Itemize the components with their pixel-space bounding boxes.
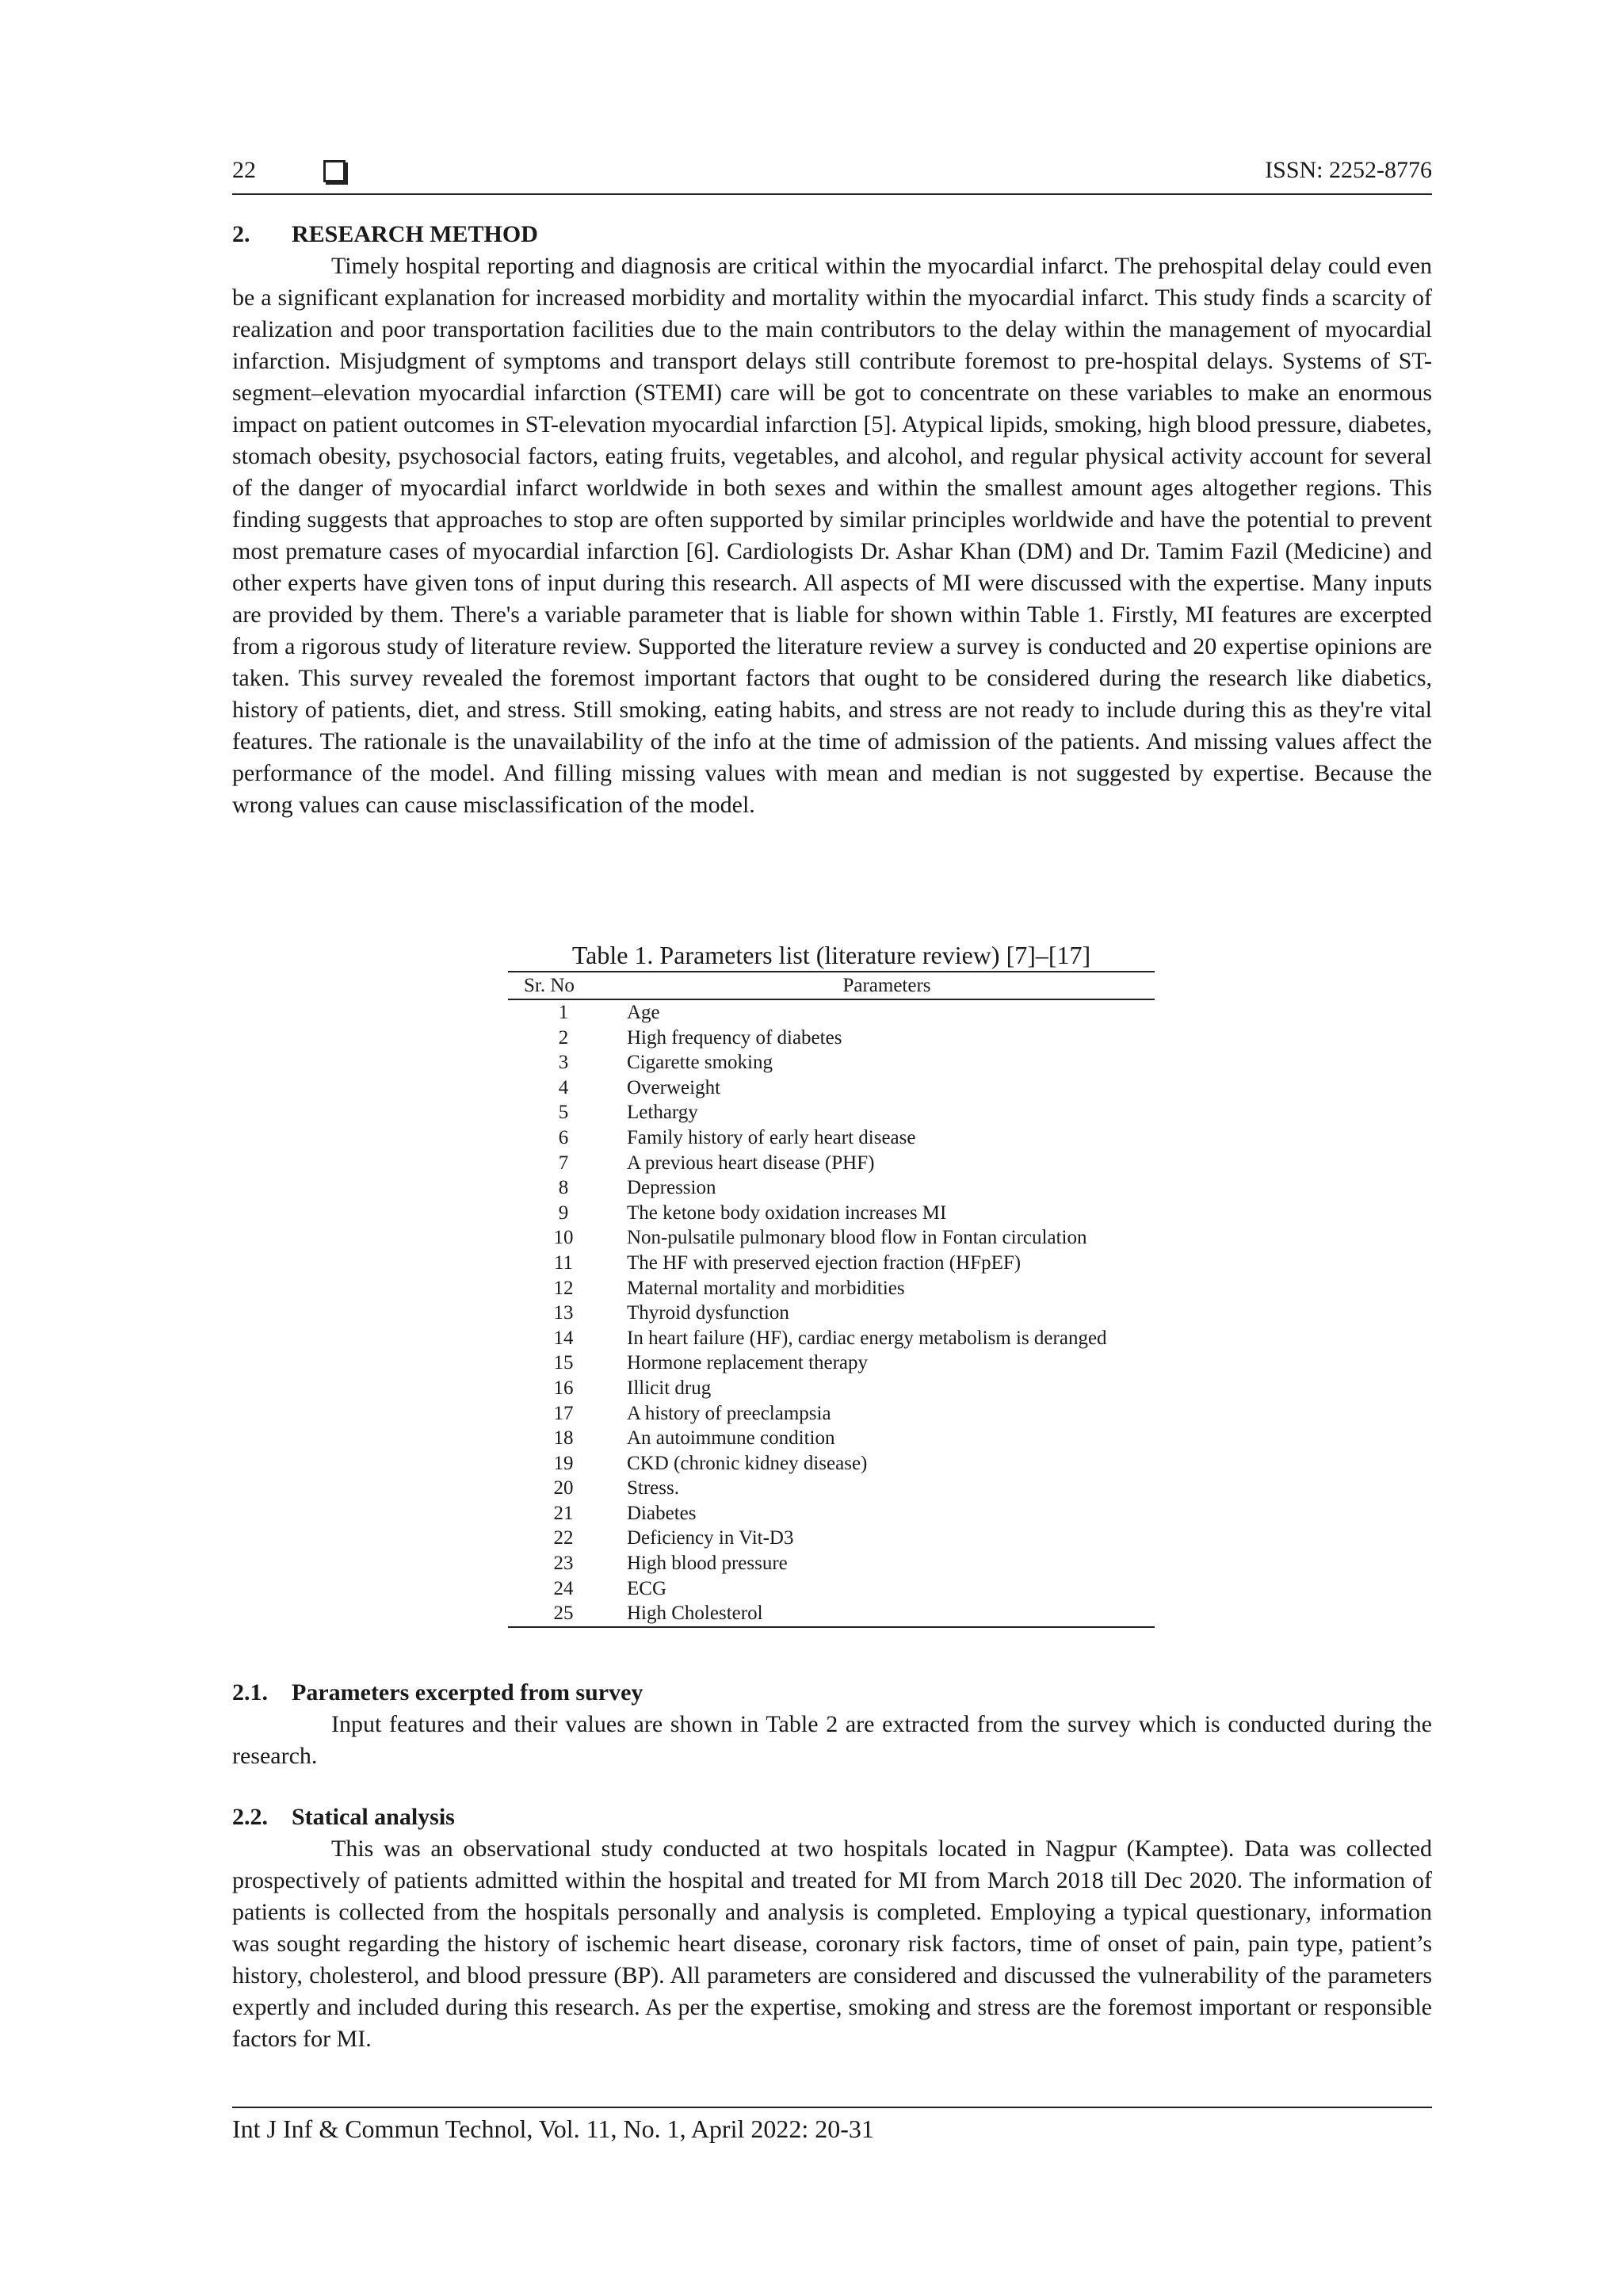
table-row: [508, 1451, 1155, 1477]
page-footer: [232, 2107, 1432, 2144]
table-row: [508, 1376, 1155, 1401]
table-1: [508, 939, 1155, 1628]
subsection-heading: [232, 1801, 1432, 1833]
section-heading: [232, 219, 1432, 250]
param-cell: Family history of early heart disease: [627, 1126, 916, 1148]
table-row: [508, 1125, 1155, 1151]
sr-cell: 7: [558, 1152, 569, 1174]
table-row: [508, 1075, 1155, 1101]
sr-cell: 13: [553, 1302, 574, 1324]
parameters-table: [508, 971, 1155, 1628]
issn: ISSN: 2252-8776: [1265, 157, 1432, 183]
section-parameters-survey: [232, 1677, 1432, 1772]
param-cell: A previous heart disease (PHF): [627, 1152, 875, 1174]
subsection-title: Parameters excerpted from survey: [292, 1679, 643, 1706]
param-cell: Non-pulsatile pulmonary blood flow in Fontan circulation: [627, 1227, 1087, 1249]
sr-cell: 2: [558, 1026, 569, 1049]
sr-cell: 9: [558, 1201, 569, 1224]
section-research-method: [232, 219, 1432, 821]
param-cell: Maternal mortality and morbidities: [627, 1277, 905, 1299]
subsection-heading: [232, 1677, 1432, 1709]
param-cell: A history of preeclampsia: [627, 1402, 831, 1424]
page-header: [232, 155, 1432, 195]
table-row: [508, 1501, 1155, 1526]
sr-cell: 15: [553, 1352, 574, 1374]
page-number: 22: [232, 157, 256, 183]
subsection-paragraph: This was an observational study conducted at two hospitals located in Nagpur (Kamptee). Data was collected prospectively of patients admitted within the hospital and treated for MI from March 2018 till Dec 2020. The information of patients is collected from the hospitals personally and analysis is completed. Employing a typical questionary, information was sought regarding the history of ischemic heart disease, coronary risk factors, time of onset of pain, pain type, patient’s history, cholesterol, and blood pressure (BP). All parameters are considered and discussed the vulnerability of the parameters expertly and included during this research. As per the expertise, smoking and stress are the foremost important or responsible factors for MI.: [232, 1836, 1432, 2052]
sr-cell: 6: [558, 1126, 569, 1148]
subsection-paragraph: Input features and their values are shown in Table 2 are extracted from the survey which is conducted during the research.: [232, 1711, 1432, 1769]
sr-cell: 11: [553, 1251, 574, 1274]
param-cell: Age: [627, 1002, 660, 1023]
table-caption: Table 1. Parameters list (literature review) [7]–[17]: [571, 941, 1091, 969]
param-cell: Thyroid dysfunction: [627, 1302, 789, 1324]
param-cell: High frequency of diabetes: [627, 1026, 842, 1049]
param-cell: Depression: [627, 1177, 716, 1199]
param-cell: Deficiency in Vit-D3: [627, 1527, 794, 1549]
table-row: [508, 1251, 1155, 1276]
param-cell: Illicit drug: [627, 1377, 712, 1399]
table-row: [508, 1201, 1155, 1226]
sr-cell: 10: [553, 1227, 574, 1249]
table-row: [508, 1350, 1155, 1376]
section-title: RESEARCH METHOD: [292, 221, 538, 247]
table-row: [508, 1276, 1155, 1301]
table-row: [508, 1050, 1155, 1075]
table-row: [508, 1100, 1155, 1125]
param-cell: CKD (chronic kidney disease): [627, 1452, 868, 1474]
table-row: [508, 1026, 1155, 1051]
table-row: [508, 1401, 1155, 1427]
table-row: [508, 1526, 1155, 1551]
param-cell: The HF with preserved ejection fraction (HFpEF): [627, 1251, 1022, 1274]
subsection-number: 2.2.: [232, 1804, 268, 1830]
param-cell: Diabetes: [627, 1502, 697, 1524]
param-cell: Stress.: [627, 1477, 679, 1499]
sr-cell: 3: [558, 1052, 569, 1074]
section-statical-analysis: [232, 1801, 1432, 2055]
sr-cell: 22: [553, 1527, 574, 1549]
param-cell: Cigarette smoking: [627, 1052, 773, 1074]
subsection-number: 2.1.: [232, 1679, 268, 1706]
sr-cell: 23: [553, 1553, 574, 1575]
param-cell: In heart failure (HF), cardiac energy metabolism is deranged: [627, 1327, 1107, 1349]
sr-cell: 19: [553, 1452, 574, 1474]
table-row: [508, 1326, 1155, 1351]
section-paragraph: Timely hospital reporting and diagnosis are critical within the myocardial infarct. The prehospital delay could even be a significant explanation for increased morbidity and mortality within the myocardial infarct. This study finds a scarcity of realization and poor transportation facilities due to the main contributors to the delay within the management of myocardial infarction. Misjudgment of symptoms and transport delays still contribute foremost to pre-hospital delays. Systems of ST-segment–elevation myocardial infarction (STEMI) care will be got to concentrate on these variables to make an enormous impact on patient outcomes in ST-elevation myocardial infarction [5]. Atypical lipids, smoking, high blood pressure, diabetes, stomach obesity, psychosocial factors, eating fruits, vegetables, and alcohol, and regular physical activity account for several of the danger of myocardial infarct worldwide in both sexes and within the smallest amount ages altogether regions. This finding suggests that approaches to stop are often supported by similar principles worldwide and have the potential to prevent most premature cases of myocardial infarction [6]. Cardiologists Dr. Ashar Khan (DM) and Dr. Tamim Fazil (Medicine) and other experts have given tons of input during this research. All aspects of MI were discussed with the expertise. Many inputs are provided by them. There's a variable parameter that is liable for shown within Table 1. Firstly, MI features are excerpted from a rigorous study of literature review. Supported the literature review a survey is conducted and 20 expertise opinions are taken. This survey revealed the foremost important factors that ought to be considered during the research like diabetics, history of patients, diet, and stress. Still smoking, eating habits, and stress are not ready to include during this as they're vital features. The rationale is the unavailability of the info at the time of admission of the patients. And missing values affect the performance of the model. And filling missing values with mean and median is not suggested by expertise. Because the wrong values can cause misclassification of the model.: [232, 253, 1432, 818]
sr-cell: 24: [553, 1577, 574, 1599]
table-row: [508, 1225, 1155, 1251]
sr-cell: 14: [553, 1327, 574, 1349]
sr-cell: 4: [558, 1076, 569, 1098]
subsection-title: Statical analysis: [292, 1804, 455, 1830]
header-sr-no: Sr. No: [508, 972, 619, 999]
sr-cell: 5: [558, 1102, 569, 1124]
sr-cell: 18: [553, 1427, 574, 1450]
table-row: [508, 1476, 1155, 1501]
sr-cell: 12: [553, 1277, 574, 1299]
table-row: [508, 1601, 1155, 1627]
table-row: [508, 1551, 1155, 1576]
footer-citation: Int J Inf & Commun Technol, Vol. 11, No. 1, April 2022: 20-31: [232, 2115, 874, 2143]
param-cell: High Cholesterol: [619, 1601, 1155, 1627]
sr-cell: 16: [553, 1377, 574, 1399]
param-cell: Hormone replacement therapy: [627, 1352, 869, 1374]
table-row: [508, 1301, 1155, 1326]
box-icon: [323, 160, 346, 182]
param-cell: An autoimmune condition: [627, 1427, 835, 1450]
table-row: [508, 1426, 1155, 1451]
sr-cell: 8: [558, 1177, 569, 1199]
header-parameters: Parameters: [619, 972, 1155, 999]
table-row: [508, 999, 1155, 1026]
sr-cell: 20: [553, 1477, 574, 1499]
param-cell: High blood pressure: [627, 1553, 788, 1575]
sr-cell: 17: [553, 1402, 574, 1424]
param-cell: Overweight: [627, 1076, 721, 1098]
param-cell: The ketone body oxidation increases MI: [627, 1201, 947, 1224]
param-cell: ECG: [627, 1577, 666, 1599]
section-number: 2.: [232, 221, 250, 247]
sr-cell: 21: [553, 1502, 574, 1524]
sr-cell: 1: [558, 1002, 569, 1023]
sr-cell: 25: [508, 1601, 619, 1627]
table-row: [508, 1175, 1155, 1201]
param-cell: Lethargy: [627, 1102, 698, 1124]
table-row: [508, 1151, 1155, 1176]
table-row: [508, 1576, 1155, 1602]
